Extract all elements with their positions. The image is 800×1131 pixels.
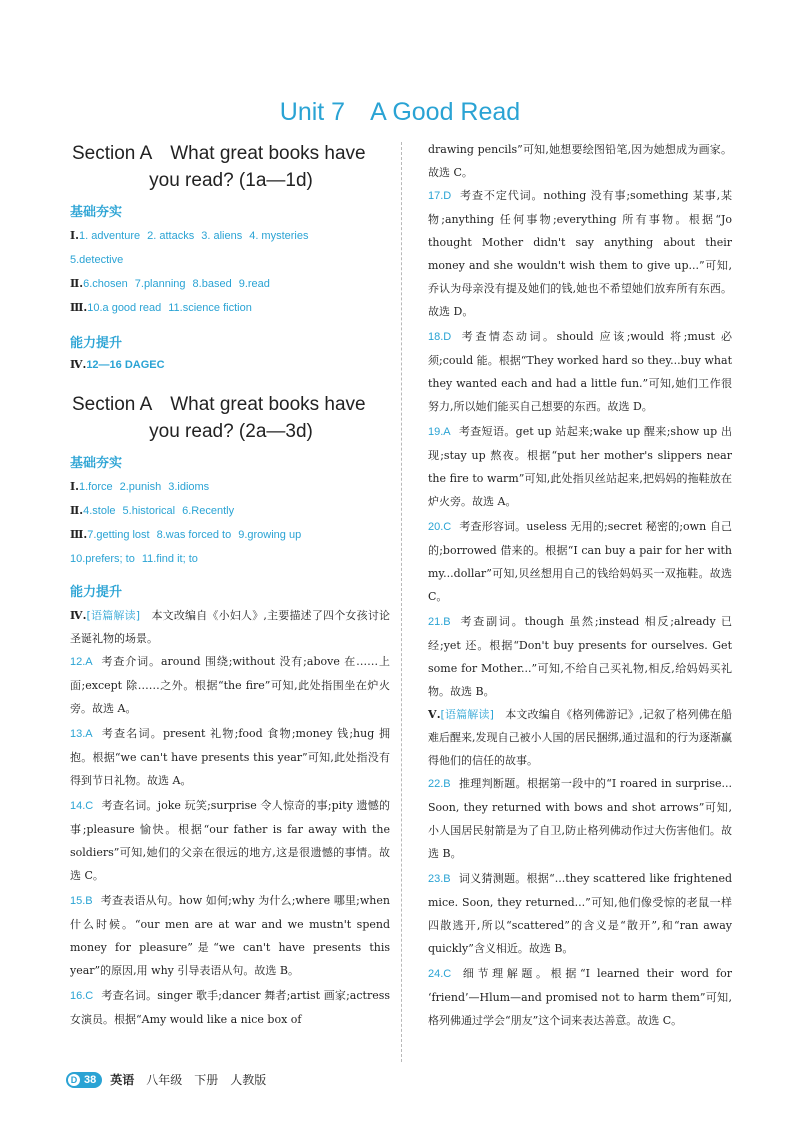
answer-line <box>70 272 390 296</box>
answer-line <box>70 248 390 272</box>
answer-explanation <box>428 325 732 418</box>
roman-numeral: Ⅲ. <box>70 301 88 314</box>
answer-explanation <box>70 889 390 982</box>
ability-answer-text: 12—16 DAGEC <box>86 359 165 371</box>
badge-letter: D <box>68 1074 80 1086</box>
question-number: 13.A <box>70 728 93 740</box>
answer-item: 8.was forced to <box>156 529 232 541</box>
passage-intro <box>70 604 390 650</box>
passage-tag: [语篇解读] <box>440 708 494 721</box>
question-number: 17.D <box>428 190 452 202</box>
explanation-text: 考查短语。get up 站起来;wake up 醒来;show up 出现;stay up 熬夜。根据“put her mother's slippers near the fire to warm”可知,此处指贝丝站起来,把妈妈的拖鞋放在炉火旁。故选 A。 <box>428 425 732 508</box>
question-number: 16.C <box>70 990 94 1002</box>
answer-item: 8.based <box>192 278 232 290</box>
explanation-text: 细节理解题。根据“I learned their word for ‘friend’—Hlum—and promised not to harm them”可知,格列佛通过学会“朋友”这个词来表达善意。故选 C。 <box>428 967 732 1027</box>
explanation-text: 推理判断题。根据第一段中的“I roared in surprise... Soon, they returned with bows and shot arrows”可知,小人国居民射箭是为了自卫,防止格列佛动作过大伤害他们。故选 B。 <box>428 777 732 860</box>
unit-title: Unit 7 A Good Read <box>279 98 521 126</box>
answer-explanation <box>70 794 390 887</box>
explanation-text: 考查名词。joke 玩笑;surprise 令人惊奇的事;pity 遗憾的事;pleasure 愉快。根据“our father is far away with the soldiers”可知,她们的父亲在很远的地方,这是很遗憾的事情。故选 C。 <box>70 799 390 882</box>
left-column <box>70 138 390 1031</box>
footer-subject: 英语 <box>110 1073 135 1087</box>
answer-explanation <box>428 772 732 865</box>
section-title-line: you read? (2a—3d) <box>149 421 313 442</box>
explanation-text: 考查形容词。useless 无用的;secret 秘密的;own 自己的;borrowed 借来的。根据“I can buy a pair for her with my...dollar”可知,贝丝想用自己的钱给妈妈买一双拖鞋。故选 C。 <box>428 520 732 603</box>
passage-intro-text: 本文改编自《格列佛游记》,记叙了格列佛在船难后醒来,发现自己被小人国的居民捆绑,通过温和的行为逐渐赢得他们的信任的故事。 <box>428 708 732 767</box>
answer-item: 2. attacks <box>147 230 195 242</box>
question-number: 18.D <box>428 331 452 343</box>
explanation-text: 考查副词。though 虽然;instead 相反;already 已经;yet 还。根据“Don't buy presents for ourselves. Get some for Mother...”可知,不给自己买礼物,相反,给妈妈买礼物。故选 B。 <box>428 615 732 698</box>
footer-edition: 人教版 <box>230 1073 267 1087</box>
question-number: 22.B <box>428 778 451 790</box>
answer-explanation <box>70 722 390 792</box>
answer-item: 11.find it; to <box>141 553 198 565</box>
explanation-text: 考查情态动词。should 应该;would 将;must 必须;could 能。根据“They worked hard so they...buy what they wanted each and had a little fun.”可知,她们工作很努力,所以她们能买自己想要的东西。故选 D。 <box>428 330 732 413</box>
section-title-line: you read? (1a—1d) <box>149 170 313 191</box>
roman-numeral: Ⅳ. <box>70 358 87 371</box>
page-footer <box>66 1071 278 1088</box>
subheading-ability: 能力提升 <box>70 336 123 351</box>
explanation-text: 词义猜测题。根据“...they scattered like frightened mice. Soon, they returned...”可知,他们像受惊的老鼠一样四散逃开,所以“scattered”的含义是“散开”,和“ran away quickly”含义相近。故选 B。 <box>428 872 732 955</box>
passage-intro <box>428 703 732 772</box>
footer-grade: 八年级 <box>146 1073 183 1087</box>
answer-explanation <box>428 962 732 1032</box>
roman-numeral: Ⅰ. <box>70 480 79 493</box>
answer-item: 1.force <box>78 481 113 493</box>
answer-item: 7.getting lost <box>87 529 150 541</box>
answer-explanations <box>428 184 732 703</box>
answer-explanations <box>428 772 732 1032</box>
explanation-text: 考查名词。singer 歌手;dancer 舞者;artist 画家;actress 女演员。根据“Amy would like a nice box of <box>70 989 390 1026</box>
question-number: 15.B <box>70 895 93 907</box>
section-title-line: Section A What great books have <box>72 143 366 164</box>
passage-intro-text: 本文改编自《小妇人》,主要描述了四个女孩讨论圣诞礼物的场景。 <box>70 609 391 645</box>
answer-explanation <box>428 867 732 960</box>
explanation-text: 考查不定代词。nothing 没有事;something 某事,某物;anything 任何事物;everything 所有事物。根据“Jo thought Mother didn't say anything about their money and she wouldn't wish them to give up...”可知,乔认为母亲没有提及她们的钱,她也不希望她们放弃所有东西。故选 D。 <box>428 189 732 318</box>
answer-item: 4.stole <box>83 505 116 517</box>
question-number: 24.C <box>428 968 452 980</box>
section-title-1a <box>72 140 390 194</box>
question-number: 14.C <box>70 800 94 812</box>
column-divider <box>401 142 402 1062</box>
right-column <box>428 138 732 1032</box>
answer-item: 10.a good read <box>87 302 162 314</box>
question-number: 23.B <box>428 873 451 885</box>
answer-line <box>70 475 390 499</box>
roman-numeral: Ⅰ. <box>70 229 79 242</box>
roman-numeral: Ⅲ. <box>70 528 88 541</box>
answer-item: 6.Recently <box>182 505 235 517</box>
answer-item: 1. adventure <box>78 230 141 242</box>
answer-item: 10.prefers; to <box>70 553 135 565</box>
answer-lines <box>70 224 390 320</box>
question-number: 20.C <box>428 521 452 533</box>
roman-numeral: Ⅴ. <box>428 708 441 721</box>
section-title-2a <box>72 391 390 445</box>
roman-numeral: Ⅱ. <box>70 504 84 517</box>
answer-explanation <box>70 984 390 1031</box>
answer-item: 7.planning <box>134 278 186 290</box>
passage-tag: [语篇解读] <box>86 609 141 622</box>
explanation-text: 考查介词。around 围绕;without 没有;above 在……上面;except 除……之外。根据“the fire”可知,此处指围坐在炉火旁。故选 A。 <box>70 655 390 715</box>
explanation-text: 考查名词。present 礼物;food 食物;money 钱;hug 拥抱。根据“we can't have presents this year”可知,此处指没有得到节日礼物。故选 A。 <box>70 727 390 787</box>
question-number: 21.B <box>428 616 451 628</box>
answer-item: 4. mysteries <box>249 230 309 242</box>
subheading-basic: 基础夯实 <box>70 205 123 220</box>
answer-line <box>70 296 390 320</box>
answer-item: 5.detective <box>70 254 124 266</box>
answer-explanation <box>70 650 390 720</box>
subheading-ability: 能力提升 <box>70 585 123 600</box>
answer-item: 11.science fiction <box>168 302 252 314</box>
answer-lines <box>70 475 390 571</box>
footer-volume: 下册 <box>194 1073 219 1087</box>
answer-explanation <box>428 420 732 513</box>
roman-numeral: Ⅱ. <box>70 277 84 290</box>
answer-explanation <box>428 515 732 608</box>
section-title-line: Section A What great books have <box>72 394 366 415</box>
answer-explanations <box>70 650 390 1031</box>
answer-item: 3. aliens <box>201 230 243 242</box>
question-number: 19.A <box>428 426 451 438</box>
answer-item: 2.punish <box>119 481 162 493</box>
answer-item: 6.chosen <box>83 278 128 290</box>
answer-line <box>70 523 390 547</box>
page-badge <box>66 1072 102 1088</box>
answer-line <box>70 224 390 248</box>
page-number: 38 <box>84 1073 97 1086</box>
answer-item: 5.historical <box>122 505 176 517</box>
explanation-text: 考查表语从句。how 如何;why 为什么;where 哪里;when 什么时候。“our men are at war and we mustn't spend money for pleasure”是“we can't have presents this year”的原因,用 why 引导表语从句。故选 B。 <box>70 894 390 977</box>
ability-answers <box>70 355 390 375</box>
subheading-basic: 基础夯实 <box>70 456 123 471</box>
answer-item: 3.idioms <box>168 481 210 493</box>
answer-explanation <box>428 610 732 703</box>
answer-explanation <box>428 184 732 323</box>
question-number: 12.A <box>70 656 93 668</box>
answer-item: 9.growing up <box>238 529 302 541</box>
answer-line <box>70 547 390 571</box>
roman-numeral: Ⅳ. <box>70 609 87 622</box>
answer-line <box>70 499 390 523</box>
answer-item: 9.read <box>238 278 270 290</box>
continued-explanation: drawing pencils”可知,她想要绘图铅笔,因为她想成为画家。故选 C。 <box>428 143 732 179</box>
